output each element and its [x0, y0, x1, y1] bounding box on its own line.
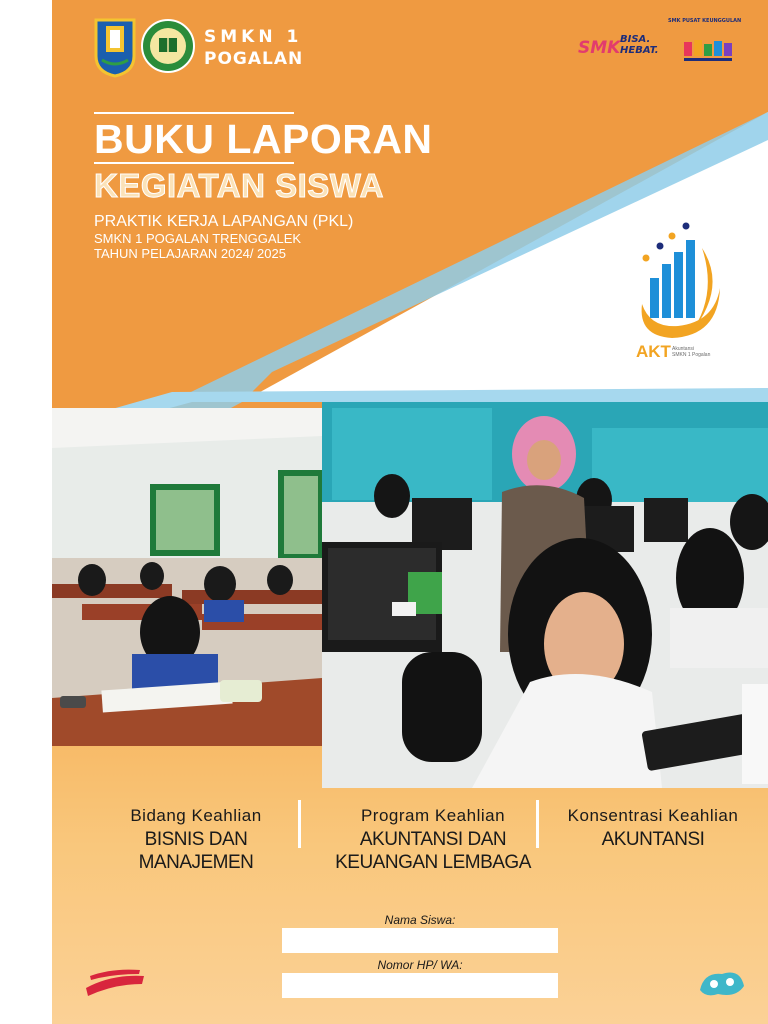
smk-bisa-text — [620, 34, 659, 56]
bidang-keahlian-value: BISNIS DAN MANAJEMEN — [138, 829, 254, 873]
nama-siswa-label: Nama Siswa: — [384, 913, 456, 927]
school-name — [204, 26, 303, 70]
program-keahlian-label: Program Keahlian — [360, 806, 506, 825]
school-logo-icon — [140, 18, 196, 74]
column-divider — [536, 800, 539, 848]
akt-caption — [672, 346, 710, 358]
title-info — [94, 212, 353, 261]
nomor-hp-label: Nomor HP/ WA: — [377, 958, 463, 972]
column-divider — [298, 800, 301, 848]
title-bottom-rule — [94, 162, 294, 164]
bidang-keahlian-label: Bidang Keahlian — [130, 806, 262, 825]
school-name-line1: SMKN 1 — [204, 27, 303, 47]
program-keahlian — [328, 806, 538, 874]
report-cover — [52, 0, 768, 1024]
smk-mark: SMK — [578, 38, 621, 58]
smk-bisa-hebat-logo — [578, 34, 670, 64]
title-top-rule — [94, 112, 294, 114]
program-name: PRAKTIK KERJA LAPANGAN (PKL) — [94, 213, 354, 230]
konsentrasi-keahlian-label: Konsentrasi Keahlian — [567, 806, 739, 825]
berdaya-logo-icon — [82, 966, 148, 1000]
program-logo-icon — [682, 38, 738, 64]
akt-label: AKT — [636, 342, 671, 361]
konsentrasi-keahlian — [546, 806, 760, 851]
akt-caption-line2: SMKN 1 Pogalan — [672, 352, 711, 358]
report-subtitle: KEGIATAN SISWA — [94, 167, 384, 204]
report-title: BUKU LAPORAN — [94, 116, 433, 162]
bidang-keahlian — [98, 806, 294, 874]
konsentrasi-keahlian-value: AKUNTANSI — [601, 829, 705, 850]
nomor-hp-input[interactable] — [282, 973, 558, 998]
school-full-name: SMKN 1 POGALAN TRENGGALEK — [94, 231, 302, 246]
east-java-emblem-icon — [92, 16, 138, 78]
academic-year: TAHUN PELAJARAN 2024/ 2025 — [94, 246, 286, 261]
smk-bisa-line1: BISA. — [620, 34, 651, 45]
computer-lab-photo — [322, 402, 768, 788]
akt-caption-line1: Akuntansi — [672, 346, 694, 352]
classroom-photo — [52, 408, 322, 746]
program-keahlian-value: AKUNTANSI DAN KEUANGAN LEMBAGA — [335, 829, 531, 873]
nama-siswa-input[interactable] — [282, 928, 558, 953]
smk-pusat-keunggulan-label: SMK PUSAT KEUNGGULAN — [668, 18, 742, 24]
merdeka-belajar-logo-icon — [696, 964, 748, 1000]
school-name-line2: POGALAN — [204, 49, 304, 69]
smk-bisa-line2: HEBAT. — [620, 45, 659, 56]
